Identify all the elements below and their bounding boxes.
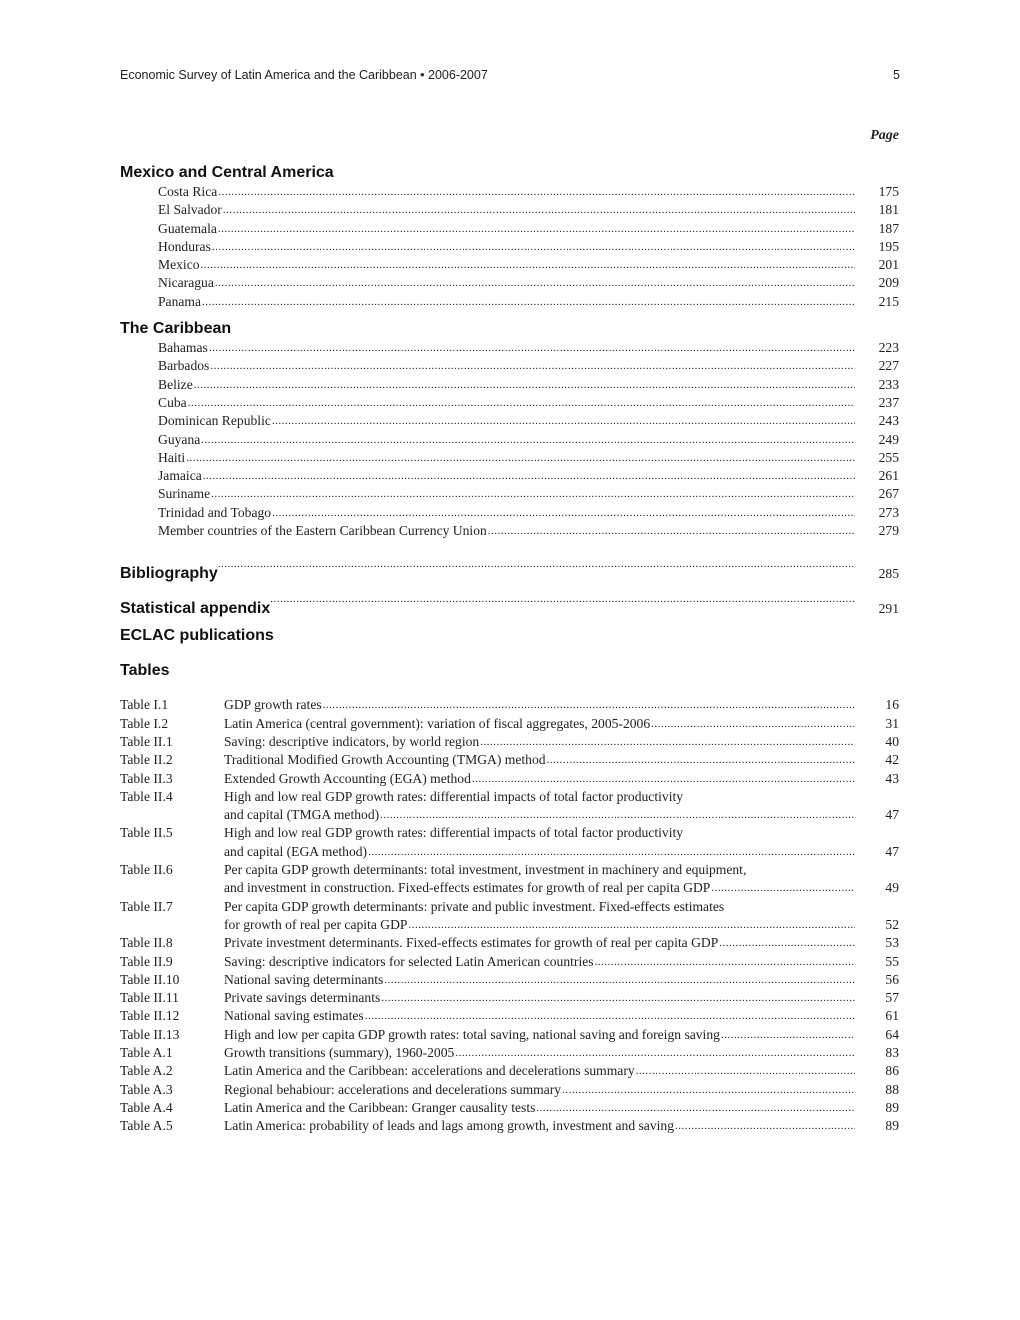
table-title: GDP growth rates — [224, 697, 322, 713]
entry-page: 249 — [878, 431, 899, 447]
dot-leader — [650, 715, 855, 733]
table-id: Table A.1 — [120, 1044, 173, 1060]
table-page: 56 — [885, 971, 899, 987]
table-id: Table A.3 — [120, 1081, 173, 1097]
table-title-line — [224, 770, 899, 788]
table-entry-body — [224, 696, 899, 714]
table-title-line — [224, 879, 899, 897]
dot-leader — [201, 293, 855, 311]
table-page: 42 — [885, 752, 899, 768]
table-entry[interactable] — [120, 1026, 899, 1044]
dot-leader — [710, 879, 855, 897]
toc-entry[interactable] — [120, 412, 899, 430]
entry-label: Trinidad and Tobago — [158, 504, 272, 520]
table-title-line — [224, 1044, 899, 1062]
table-title: and capital (EGA method) — [224, 843, 368, 859]
dot-leader — [217, 183, 855, 201]
table-title-line — [224, 715, 899, 733]
dot-leader — [193, 376, 855, 394]
table-id: Table II.8 — [120, 935, 173, 951]
table-entry[interactable] — [120, 953, 899, 971]
table-page: 31 — [885, 715, 899, 731]
dot-leader — [383, 971, 855, 989]
table-title: Per capita GDP growth determinants: private and public investment. Fixed-effects estimates — [224, 898, 725, 914]
table-title-line — [224, 1099, 899, 1117]
toc-entry[interactable] — [120, 238, 899, 256]
table-entry-body — [224, 898, 899, 935]
entry-label: Barbados — [158, 358, 210, 374]
toc-entry[interactable] — [120, 293, 899, 311]
spacer — [855, 843, 875, 861]
entry-label: Nicaragua — [158, 275, 214, 291]
page-column-label: Page — [870, 128, 899, 143]
entry-label: Haiti — [158, 449, 186, 465]
table-title: and investment in construction. Fixed-effects estimates for growth of real per capita GDP — [224, 880, 711, 896]
table-title: Traditional Modified Growth Accounting (TMGA) method — [224, 752, 546, 768]
table-id: Table II.7 — [120, 898, 173, 914]
entry-page: 201 — [878, 257, 899, 273]
dot-leader — [222, 201, 855, 219]
dot-leader — [202, 467, 855, 485]
entry-label: Jamaica — [158, 468, 202, 484]
table-entry[interactable] — [120, 989, 899, 1007]
spacer — [855, 879, 875, 897]
entry-page: 255 — [878, 449, 899, 465]
table-entry[interactable] — [120, 824, 899, 861]
dot-leader — [209, 357, 855, 375]
table-page: 43 — [885, 770, 899, 786]
toc-entry[interactable] — [120, 274, 899, 292]
table-entry[interactable] — [120, 1099, 899, 1117]
spacer — [855, 1117, 875, 1135]
table-entry[interactable] — [120, 1081, 899, 1099]
spacer — [855, 989, 875, 1007]
table-title: Latin America: probability of leads and lags among growth, investment and saving — [224, 1118, 675, 1134]
table-id: Table II.12 — [120, 1008, 180, 1024]
table-id: Table II.10 — [120, 971, 180, 987]
table-title-line — [224, 898, 899, 916]
dot-leader — [454, 1044, 855, 1062]
table-page: 83 — [885, 1044, 899, 1060]
table-id: Table II.3 — [120, 770, 173, 786]
dot-leader — [379, 806, 855, 824]
dot-leader — [635, 1062, 855, 1080]
table-title-line — [224, 1062, 899, 1080]
table-entry[interactable] — [120, 733, 899, 751]
table-of-contents — [120, 163, 899, 1135]
dot-leader — [214, 274, 855, 292]
table-title-line — [224, 751, 899, 769]
entry-page: 273 — [878, 504, 899, 520]
spacer — [855, 1099, 875, 1117]
spacer — [855, 274, 875, 292]
spacer — [855, 1062, 875, 1080]
table-title-line — [224, 696, 899, 714]
entry-page: 279 — [878, 523, 899, 539]
toc-section — [120, 319, 899, 540]
entry-label: Member countries of the Eastern Caribbean Currency Union — [158, 523, 487, 539]
toc-entry[interactable] — [120, 357, 899, 375]
table-entry[interactable] — [120, 788, 899, 825]
table-entry-body — [224, 1026, 899, 1044]
toc-entry[interactable] — [120, 431, 899, 449]
spacer — [855, 201, 875, 219]
spacer — [855, 431, 875, 449]
table-title-line — [224, 1117, 899, 1135]
spacer — [855, 449, 875, 467]
entry-page: 223 — [878, 340, 899, 356]
dot-leader — [364, 1007, 855, 1025]
table-entry-body — [224, 1044, 899, 1062]
dot-leader — [208, 339, 855, 357]
table-title: Latin America (central government): variation of fiscal aggregates, 2005-2006 — [224, 715, 651, 731]
entry-label: Costa Rica — [158, 184, 218, 199]
spacer — [855, 1007, 875, 1025]
header-title: Economic Survey of Latin America and the Caribbean • 2006-2007 — [120, 68, 488, 82]
table-entry[interactable] — [120, 1044, 899, 1062]
dot-leader — [561, 1081, 855, 1099]
dot-leader — [594, 953, 855, 971]
spacer — [855, 339, 875, 357]
dot-leader — [217, 220, 855, 238]
table-title-line — [224, 916, 899, 934]
header-page-number: 5 — [893, 68, 900, 82]
table-page: 53 — [885, 935, 899, 951]
spacer — [855, 238, 875, 256]
table-page: 49 — [885, 880, 899, 896]
spacer — [855, 394, 875, 412]
table-page: 88 — [885, 1081, 899, 1097]
table-id: Table II.2 — [120, 752, 173, 768]
table-id: Table II.4 — [120, 788, 173, 804]
spacer — [855, 751, 875, 769]
dot-leader — [546, 751, 855, 769]
entry-label: Mexico — [158, 257, 200, 273]
dot-leader — [187, 394, 855, 412]
entry-page: 209 — [878, 275, 899, 291]
spacer — [855, 934, 875, 952]
dot-leader — [407, 916, 855, 934]
table-title: Regional behabiour: accelerations and decelerations summary — [224, 1081, 562, 1097]
table-page: 89 — [885, 1099, 899, 1115]
table-title-line — [224, 934, 899, 952]
main-entry[interactable] — [120, 626, 899, 648]
main-entry-label: Bibliography — [120, 565, 218, 583]
table-id: Table I.2 — [120, 715, 169, 731]
table-title: National saving estimates — [224, 1008, 364, 1024]
table-entry[interactable] — [120, 1007, 899, 1025]
table-title: High and low real GDP growth rates: differential impacts of total factor productivity — [224, 788, 684, 804]
table-title: Growth transitions (summary), 1960-2005 — [224, 1044, 455, 1060]
table-title: Private savings determinants — [224, 990, 381, 1006]
toc-entry[interactable] — [120, 183, 899, 201]
table-title: Latin America and the Caribbean: Granger causality tests — [224, 1099, 536, 1115]
table-title-line — [224, 788, 899, 806]
table-id: Table II.11 — [120, 990, 179, 1006]
dot-leader — [674, 1117, 855, 1135]
spacer — [855, 522, 875, 540]
table-page: 55 — [885, 953, 899, 969]
table-page: 16 — [885, 697, 899, 713]
table-title-line — [224, 733, 899, 751]
table-title-line — [224, 1007, 899, 1025]
spacer — [855, 1026, 875, 1044]
toc-section — [120, 163, 899, 311]
entry-label: Dominican Republic — [158, 413, 271, 429]
spacer — [855, 715, 875, 733]
spacer — [855, 696, 875, 714]
toc-entry[interactable] — [120, 376, 899, 394]
table-title-line — [224, 1081, 899, 1099]
table-entry[interactable] — [120, 1062, 899, 1080]
spacer — [855, 293, 875, 311]
table-entry-body — [224, 1062, 899, 1080]
table-title-line — [224, 861, 899, 879]
table-title-line — [224, 843, 899, 861]
table-id: Table II.9 — [120, 953, 173, 969]
toc-entry[interactable] — [120, 504, 899, 522]
table-title: Latin America and the Caribbean: accelerations and decelerations summary — [224, 1063, 635, 1079]
main-entries — [120, 556, 899, 648]
table-title-line — [224, 953, 899, 971]
entry-page: 261 — [878, 468, 899, 484]
table-id: Table A.4 — [120, 1099, 173, 1115]
dot-leader — [487, 522, 855, 540]
table-entry-body — [224, 1099, 899, 1117]
spacer — [855, 357, 875, 375]
table-entry-body — [224, 1081, 899, 1099]
entry-page: 195 — [878, 238, 899, 254]
table-title-line — [224, 971, 899, 989]
entry-page: 175 — [878, 184, 899, 199]
dot-leader — [380, 989, 855, 1007]
dot-leader — [210, 485, 855, 503]
toc-entry[interactable] — [120, 394, 899, 412]
toc-entry[interactable] — [120, 256, 899, 274]
toc-entry[interactable] — [120, 485, 899, 503]
table-page: 40 — [885, 733, 899, 749]
table-title: Saving: descriptive indicators, by world region — [224, 733, 480, 749]
main-entry[interactable] — [120, 591, 899, 618]
table-title: Extended Growth Accounting (EGA) method — [224, 770, 471, 786]
table-id: Table II.6 — [120, 862, 173, 878]
table-entry[interactable] — [120, 934, 899, 952]
spacer — [855, 183, 875, 201]
entry-label: Guatemala — [158, 220, 217, 236]
table-page: 89 — [885, 1118, 899, 1134]
table-title: High and low per capita GDP growth rates: total saving, national saving and foreign saving — [224, 1026, 720, 1042]
toc-entry[interactable] — [120, 201, 899, 219]
main-entry-label: ECLAC publications — [120, 627, 274, 645]
entry-label: El Salvador — [158, 202, 222, 218]
dot-leader — [718, 934, 855, 952]
toc-entry[interactable] — [120, 220, 899, 238]
spacer — [855, 733, 875, 751]
dot-leader — [471, 770, 855, 788]
entry-page: 237 — [878, 394, 899, 410]
table-entry-body — [224, 824, 899, 861]
entry-label: Belize — [158, 376, 193, 392]
entry-page: 215 — [878, 293, 899, 309]
entry-label: Honduras — [158, 238, 211, 254]
table-page: 61 — [885, 1008, 899, 1024]
table-id: Table I.1 — [120, 697, 169, 713]
main-entry[interactable] — [120, 556, 899, 583]
section-heading: The Caribbean — [120, 320, 232, 338]
dot-leader — [479, 733, 855, 751]
spacer — [855, 485, 875, 503]
spacer — [855, 376, 875, 394]
dot-leader — [535, 1099, 855, 1117]
entry-page: 243 — [878, 413, 899, 429]
table-entry-body — [224, 1117, 899, 1135]
toc-entry[interactable] — [120, 449, 899, 467]
table-title: Saving: descriptive indicators for selected Latin American countries — [224, 953, 594, 969]
table-page: 52 — [885, 916, 899, 932]
main-entry-page: 285 — [878, 566, 899, 582]
dot-leader — [367, 843, 855, 861]
table-entry-body — [224, 788, 899, 825]
dot-leader — [271, 412, 855, 430]
table-id: Table A.5 — [120, 1118, 173, 1134]
table-page: 64 — [885, 1026, 899, 1042]
table-entry-body — [224, 751, 899, 769]
table-id: Table A.2 — [120, 1063, 173, 1079]
table-entry[interactable] — [120, 861, 899, 898]
spacer — [855, 467, 875, 485]
table-title: Per capita GDP growth determinants: total investment, investment in machinery and equipment, — [224, 862, 747, 878]
spacer — [855, 1044, 875, 1062]
spacer — [855, 806, 875, 824]
table-entry-body — [224, 861, 899, 898]
table-entry-body — [224, 733, 899, 751]
entry-page: 187 — [878, 220, 899, 236]
dot-leader — [720, 1026, 855, 1044]
table-title-line — [224, 824, 899, 842]
dot-leader — [185, 449, 855, 467]
table-title: Private investment determinants. Fixed-effects estimates for growth of real per capita GDP — [224, 935, 719, 951]
table-entry[interactable] — [120, 715, 899, 733]
entry-label: Cuba — [158, 394, 187, 410]
main-entry-label: Statistical appendix — [120, 600, 271, 618]
table-title: High and low real GDP growth rates: differential impacts of total factor productivity — [224, 825, 684, 841]
spacer — [855, 256, 875, 274]
table-page: 47 — [885, 807, 899, 823]
table-entry-body — [224, 953, 899, 971]
table-entry-body — [224, 934, 899, 952]
entry-label: Suriname — [158, 486, 211, 502]
table-entry[interactable] — [120, 1117, 899, 1135]
dot-leader — [271, 504, 855, 522]
dot-leader — [270, 591, 855, 613]
table-entry-body — [224, 989, 899, 1007]
table-entry-body — [224, 770, 899, 788]
table-entry[interactable] — [120, 751, 899, 769]
table-entry-body — [224, 971, 899, 989]
tables-heading: Tables — [120, 662, 170, 680]
table-page: 47 — [885, 843, 899, 859]
entry-page: 233 — [878, 376, 899, 392]
spacer — [855, 412, 875, 430]
spacer — [855, 220, 875, 238]
spacer — [855, 1081, 875, 1099]
dot-leader — [322, 696, 855, 714]
main-entry-page: 291 — [878, 601, 899, 617]
entry-label: Guyana — [158, 431, 201, 447]
entry-label: Panama — [158, 293, 202, 309]
table-title: and capital (TMGA method) — [224, 807, 380, 823]
spacer — [855, 971, 875, 989]
table-title: for growth of real per capita GDP — [224, 916, 408, 932]
table-title: National saving determinants — [224, 971, 384, 987]
toc-entry[interactable] — [120, 467, 899, 485]
running-header — [120, 68, 900, 82]
spacer — [855, 916, 875, 934]
table-page: 86 — [885, 1063, 899, 1079]
table-id: Table II.5 — [120, 825, 173, 841]
dot-leader — [211, 238, 855, 256]
table-title-line — [224, 806, 899, 824]
dot-leader — [200, 431, 855, 449]
table-title-line — [224, 1026, 899, 1044]
toc-entry[interactable] — [120, 339, 899, 357]
entry-label: Bahamas — [158, 340, 208, 356]
entry-page: 181 — [878, 202, 899, 218]
table-entry[interactable] — [120, 971, 899, 989]
entry-page: 267 — [878, 486, 899, 502]
table-entry[interactable] — [120, 898, 899, 935]
entry-page: 227 — [878, 358, 899, 374]
spacer — [855, 953, 875, 971]
table-entry[interactable] — [120, 770, 899, 788]
table-id: Table II.1 — [120, 733, 173, 749]
table-entry-body — [224, 715, 899, 733]
toc-entry[interactable] — [120, 522, 899, 540]
table-page: 57 — [885, 990, 899, 1006]
dot-leader — [218, 556, 855, 578]
table-entry[interactable] — [120, 696, 899, 714]
table-entry-body — [224, 1007, 899, 1025]
spacer — [855, 770, 875, 788]
section-heading: Mexico and Central America — [120, 164, 334, 181]
spacer — [855, 504, 875, 522]
dot-leader — [200, 256, 855, 274]
table-title-line — [224, 989, 899, 1007]
table-id: Table II.13 — [120, 1026, 180, 1042]
